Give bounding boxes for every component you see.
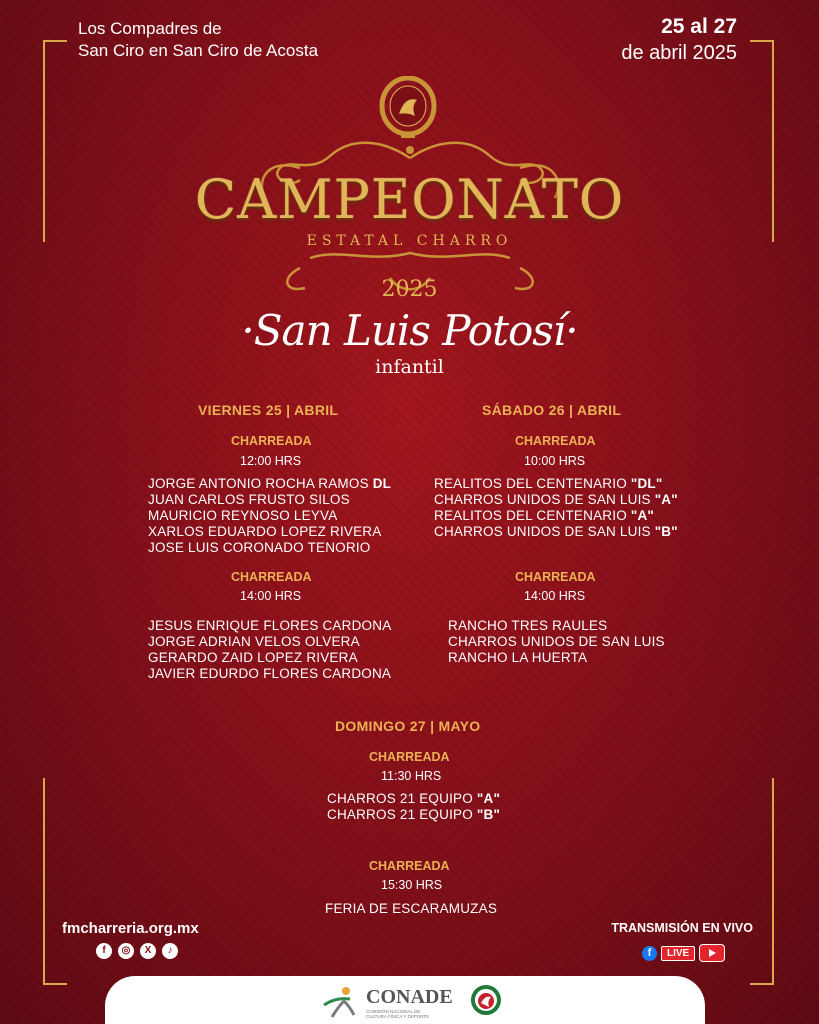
live-stream-title: TRANSMISIÓN EN VIVO: [611, 921, 753, 935]
facebook-icon[interactable]: f: [96, 943, 112, 959]
session-time: 14:00 HRS: [524, 589, 586, 603]
list-item: RANCHO TRES RAULES: [448, 618, 608, 633]
frame-corner-bottom-left: [43, 778, 67, 985]
host-block: [78, 18, 318, 62]
facebook-icon[interactable]: f: [642, 946, 657, 961]
social-icons: [96, 943, 178, 959]
session-time: 12:00 HRS: [240, 454, 302, 468]
website-link[interactable]: fmcharreria.org.mx: [62, 920, 199, 937]
day-heading-sunday: DOMINGO 27 | MAYO: [335, 718, 481, 734]
entry-list-saturday-1: [434, 476, 678, 540]
session-time: 15:30 HRS: [381, 878, 443, 892]
event-title: CAMPEONATO: [194, 168, 625, 231]
day-heading-saturday: SÁBADO 26 | ABRIL: [482, 402, 622, 418]
dates-block: [621, 14, 737, 66]
list-item: JORGE ANTONIO ROCHA RAMOS DL: [148, 476, 392, 491]
host-line-1: Los Compadres de: [78, 19, 222, 38]
date-range: 25 al 27: [661, 15, 737, 38]
tiktok-icon[interactable]: ♪: [162, 943, 178, 959]
session-time: 10:00 HRS: [524, 454, 586, 468]
event-subtitle: ESTATAL CHARRO: [306, 233, 513, 249]
frame-corner-bottom-right: [750, 778, 774, 985]
x-icon[interactable]: X: [140, 943, 156, 959]
session-type: CHARREADA: [231, 570, 312, 584]
sponsor-sub-2: CULTURA FÍSICA Y DEPORTE: [366, 1013, 430, 1019]
list-item: GERARDO ZAID LOPEZ RIVERA: [148, 650, 358, 665]
list-item: JUAN CARLOS FRUSTO SILOS: [148, 492, 350, 507]
list-item: JORGE ADRIAN VELOS OLVERA: [148, 634, 360, 649]
list-item: MAURICIO REYNOSO LEYVA: [148, 508, 338, 523]
entry-list-sunday-1: [327, 791, 500, 823]
category-label: infantil: [375, 356, 444, 378]
date-month-year: de abril 2025: [621, 42, 737, 64]
session-type: CHARREADA: [369, 859, 450, 873]
day-heading-friday: VIERNES 25 | ABRIL: [198, 402, 339, 418]
state-name: ·San Luis Potosí·: [241, 306, 578, 355]
live-badge[interactable]: LIVE: [661, 946, 695, 961]
session-type: CHARREADA: [515, 434, 596, 448]
session-time: 11:30 HRS: [381, 769, 442, 783]
list-item: CHARROS 21 EQUIPO "B": [327, 807, 501, 822]
session-type: CHARREADA: [515, 570, 596, 584]
event-year: 2025: [381, 277, 438, 302]
list-item: RANCHO LA HUERTA: [448, 650, 588, 665]
list-item: JESUS ENRIQUE FLORES CARDONA: [148, 618, 392, 633]
sponsor-name: CONADE: [366, 985, 453, 1008]
session-type: CHARREADA: [231, 434, 312, 448]
instagram-icon[interactable]: ◎: [118, 943, 134, 959]
federation-logo-icon: [471, 985, 501, 1017]
entry-list-friday-2: [148, 618, 391, 682]
list-item: REALITOS DEL CENTENARIO "A": [434, 508, 655, 523]
entry-list-friday-1: [148, 476, 391, 556]
live-stream-icons: [642, 944, 725, 962]
entry-list-saturday-2: [448, 618, 665, 666]
list-item: CHARROS 21 EQUIPO "A": [327, 791, 501, 806]
list-item: XARLOS EDUARDO LOPEZ RIVERA: [148, 524, 382, 539]
conade-logo: [320, 985, 453, 1019]
list-item: CHARROS UNIDOS DE SAN LUIS "B": [434, 524, 678, 539]
youtube-icon[interactable]: [699, 944, 725, 962]
list-item: FERIA DE ESCARAMUZAS: [325, 901, 498, 916]
list-item: JAVIER EDURDO FLORES CARDONA: [148, 666, 392, 681]
host-line-2: San Ciro en San Ciro de Acosta: [78, 41, 319, 60]
list-item: CHARROS UNIDOS DE SAN LUIS "A": [434, 492, 678, 507]
session-time: 14:00 HRS: [240, 589, 302, 603]
list-item: CHARROS UNIDOS DE SAN LUIS: [448, 634, 665, 649]
sponsor-sub-1: COMISIÓN NACIONAL DE: [366, 1008, 421, 1014]
entry-list-sunday-2: [325, 901, 497, 917]
conade-runner-icon: [320, 985, 360, 1019]
list-item: REALITOS DEL CENTENARIO "DL": [434, 476, 663, 491]
session-type: CHARREADA: [369, 750, 450, 764]
list-item: JOSE LUIS CORONADO TENORIO: [148, 540, 371, 555]
